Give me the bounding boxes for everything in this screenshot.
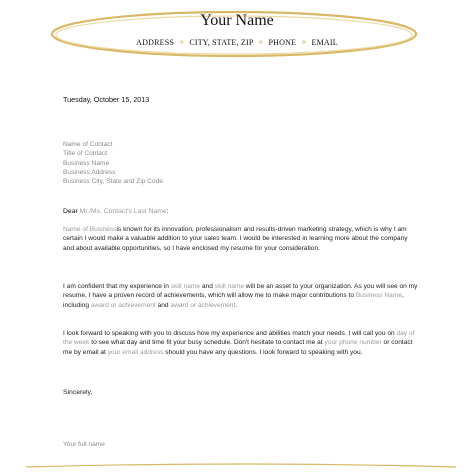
recipient-city-state-zip: Business City, State and Zip Code [63, 178, 163, 186]
body-paragraph-1: Name of Businessis known for its innovation, professionalism and results-driven marketing strategy, which is why I am certain I would make a valuable addition to your sales team. I would be interested in learning more about the company and about available opportunities, so I have enclosed my resume for your consideration. [63, 226, 408, 252]
salutation: Dear Mr./Ms. Contact's Last Name: [63, 208, 169, 215]
email-placeholder: your email address [107, 348, 164, 356]
sender-contact-line [0, 38, 474, 47]
body-paragraph-2: I am confident that my experience in skill name and skill name will be an asset to your organization. As you will see on my resume, I have a proven record of achievements, which will allow me to make major contributions to Business Name, including award or achievement and award or achievement. [63, 283, 418, 309]
business-name-placeholder: Business Name [355, 292, 403, 300]
signoff: Sincerely, [63, 389, 93, 396]
letter-date: Tuesday, October 15, 2013 [63, 95, 150, 104]
day-placeholder: day of the week [63, 330, 415, 347]
footer-swoosh-line [26, 462, 456, 468]
recipient-title: Title of Contact [63, 150, 108, 158]
contact-phone: PHONE [268, 38, 297, 47]
diamond-separator-icon: ✧ [300, 38, 308, 47]
skill-placeholder: skill name [170, 283, 201, 290]
salutation-contact-name: Mr./Ms. Contact's Last Name [79, 208, 167, 215]
award-placeholder: award or achievement [170, 301, 236, 309]
contact-address: ADDRESS [136, 38, 174, 47]
diamond-separator-icon: ✧ [178, 38, 186, 47]
phone-placeholder: your phone number [324, 339, 382, 347]
business-name-placeholder: Name of Business [63, 226, 117, 233]
sender-name: Your Name [200, 12, 274, 29]
signature-name: Your full name [63, 441, 105, 448]
recipient-address-block [63, 140, 163, 186]
award-placeholder: award or achievement [90, 301, 156, 309]
body-paragraph-3: I look forward to speaking with you to discuss how my experience and abilities match your needs. I will call you on day of the week to see what day and time fit your busy schedule. Don't hesitate to contact me at your phone number or contact me by email at your email address should you have any questions. I look forward to speaking with you. [63, 330, 415, 356]
diamond-separator-icon: ✧ [257, 38, 265, 47]
skill-placeholder: skill name [214, 283, 245, 290]
recipient-business-address: Business Address [63, 168, 116, 176]
contact-email: EMAIL [311, 38, 338, 47]
recipient-name: Name of Contact [63, 141, 113, 148]
contact-city-state-zip: CITY, STATE, ZIP [189, 38, 254, 47]
recipient-business-name: Business Name [63, 159, 110, 167]
